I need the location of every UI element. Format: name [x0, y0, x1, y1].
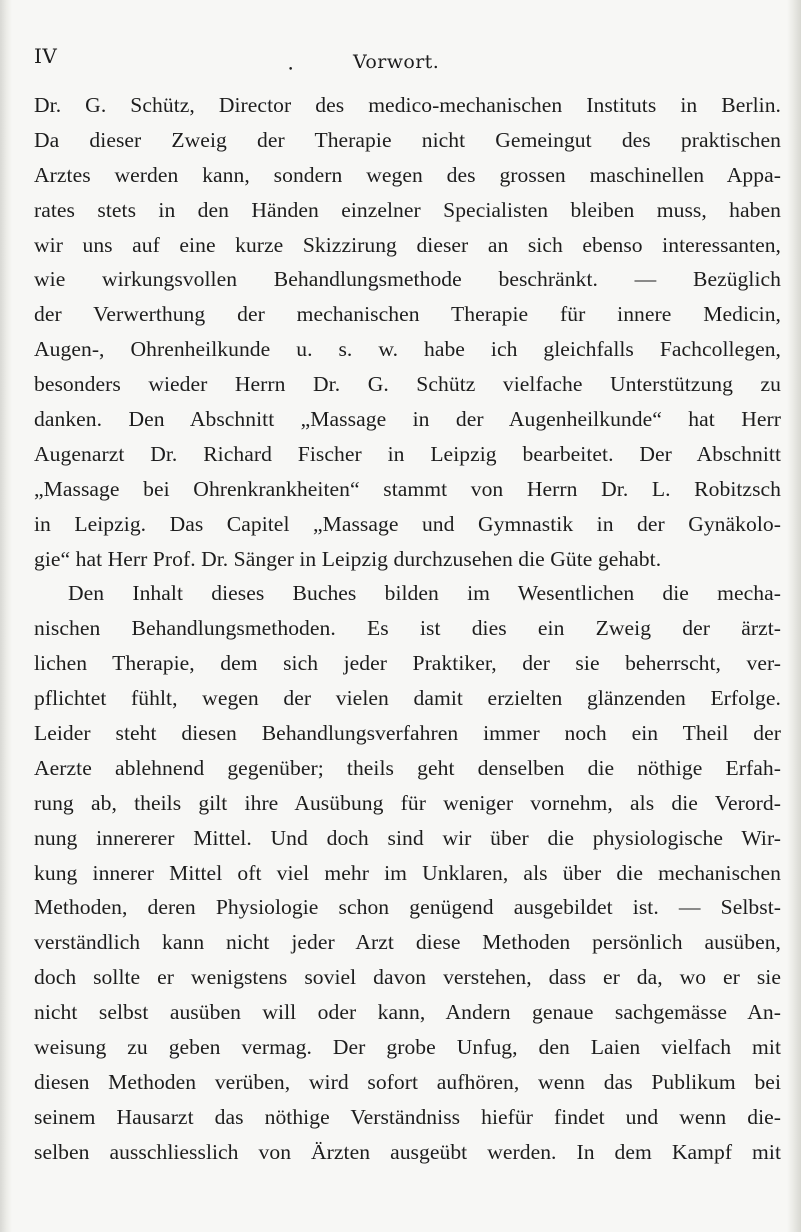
text-line-18: pflichtet fühlt, wegen der vielen damit erzielten glänzenden Erfolge. — [34, 686, 781, 711]
text-line-10: danken. Den Abschnitt „Massage in der Augenheilkunde“ hat Herr — [34, 407, 781, 432]
text-line-19: Leider steht diesen Behandlungsverfahren immer noch ein Theil der — [34, 721, 781, 746]
text-line-29: diesen Methoden verüben, wird sofort aufhören, wenn das Publikum bei — [34, 1069, 781, 1094]
text-line-1: Dr. G. Schütz, Director des medico-mechanischen Instituts in Berlin. — [34, 93, 781, 117]
body-text — [34, 88, 781, 1170]
text-line-5: wir uns auf eine kurze Skizzirung dieser an sich ebenso interessanten, — [34, 232, 781, 257]
text-line-26: doch sollte er wenigstens soviel davon verstehen, dass er da, wo er sie — [34, 965, 781, 990]
page-left-edge — [0, 0, 12, 1232]
section-title: Vorwort. — [353, 51, 440, 73]
text-line-9: besonders wieder Herrn Dr. G. Schütz vielfache Unterstützung zu — [34, 372, 781, 397]
text-line-28: weisung zu geben vermag. Der grobe Unfug, den Laien vielfach mit — [34, 1035, 781, 1060]
text-line-12: „Massage bei Ohrenkrankheiten“ stammt von Herrn Dr. L. Robitzsch — [34, 476, 781, 501]
text-line-14: gie“ hat Herr Prof. Dr. Sänger in Leipzig durchzusehen die Güte gehabt. — [34, 546, 662, 571]
text-line-30: seinem Hausarzt das nöthige Verständniss hiefür findet und wenn die- — [34, 1104, 781, 1129]
text-line-16: nischen Behandlungsmethoden. Es ist dies ein Zweig der ärzt- — [34, 616, 781, 641]
text-line-15: Den Inhalt dieses Buches bilden im Wesentlichen die mecha- — [68, 581, 781, 606]
page-number: IV — [34, 44, 58, 68]
text-line-7: der Verwerthung der mechanischen Therapie für innere Medicin, — [34, 302, 781, 327]
header-mark: • — [288, 65, 294, 75]
text-line-13: in Leipzig. Das Capitel „Massage und Gymnastik in der Gynäkolo- — [34, 511, 781, 536]
text-line-24: Methoden, deren Physiologie schon genügend ausgebildet ist. — Selbst- — [34, 895, 781, 920]
text-line-8: Augen-, Ohrenheilkunde u. s. w. habe ich gleichfalls Fachcollegen, — [34, 337, 781, 362]
running-header — [0, 0, 801, 90]
text-line-17: lichen Therapie, dem sich jeder Praktiker, der sie beherrscht, ver- — [34, 651, 781, 676]
text-line-20: Aerzte ablehnend gegenüber; theils geht denselben die nöthige Erfah- — [34, 755, 781, 780]
text-line-4: rates stets in den Händen einzelner Specialisten bleiben muss, haben — [34, 197, 781, 222]
text-line-21: rung ab, theils gilt ihre Ausübung für weniger vornehm, als die Verord- — [34, 790, 781, 815]
text-line-3: Arztes werden kann, sondern wegen des grossen maschinellen Appa- — [34, 162, 781, 187]
text-line-31: selben ausschliesslich von Ärzten ausgeübt werden. In dem Kampf mit — [34, 1139, 781, 1164]
page-right-edge — [787, 0, 801, 1232]
text-line-27: nicht selbst ausüben will oder kann, Andern genaue sachgemässe An- — [34, 1000, 781, 1025]
text-line-11: Augenarzt Dr. Richard Fischer in Leipzig bearbeitet. Der Abschnitt — [34, 441, 781, 466]
text-line-2: Da dieser Zweig der Therapie nicht Gemeingut des praktischen — [34, 127, 781, 152]
text-line-25: verständlich kann nicht jeder Arzt diese Methoden persönlich ausüben, — [34, 930, 781, 955]
text-line-22: nung innererer Mittel. Und doch sind wir über die physiologische Wir- — [34, 825, 781, 850]
text-line-23: kung innerer Mittel oft viel mehr im Unklaren, als über die mechanischen — [34, 860, 781, 885]
text-line-6: wie wirkungsvollen Behandlungsmethode beschränkt. — Bezüglich — [34, 267, 781, 292]
